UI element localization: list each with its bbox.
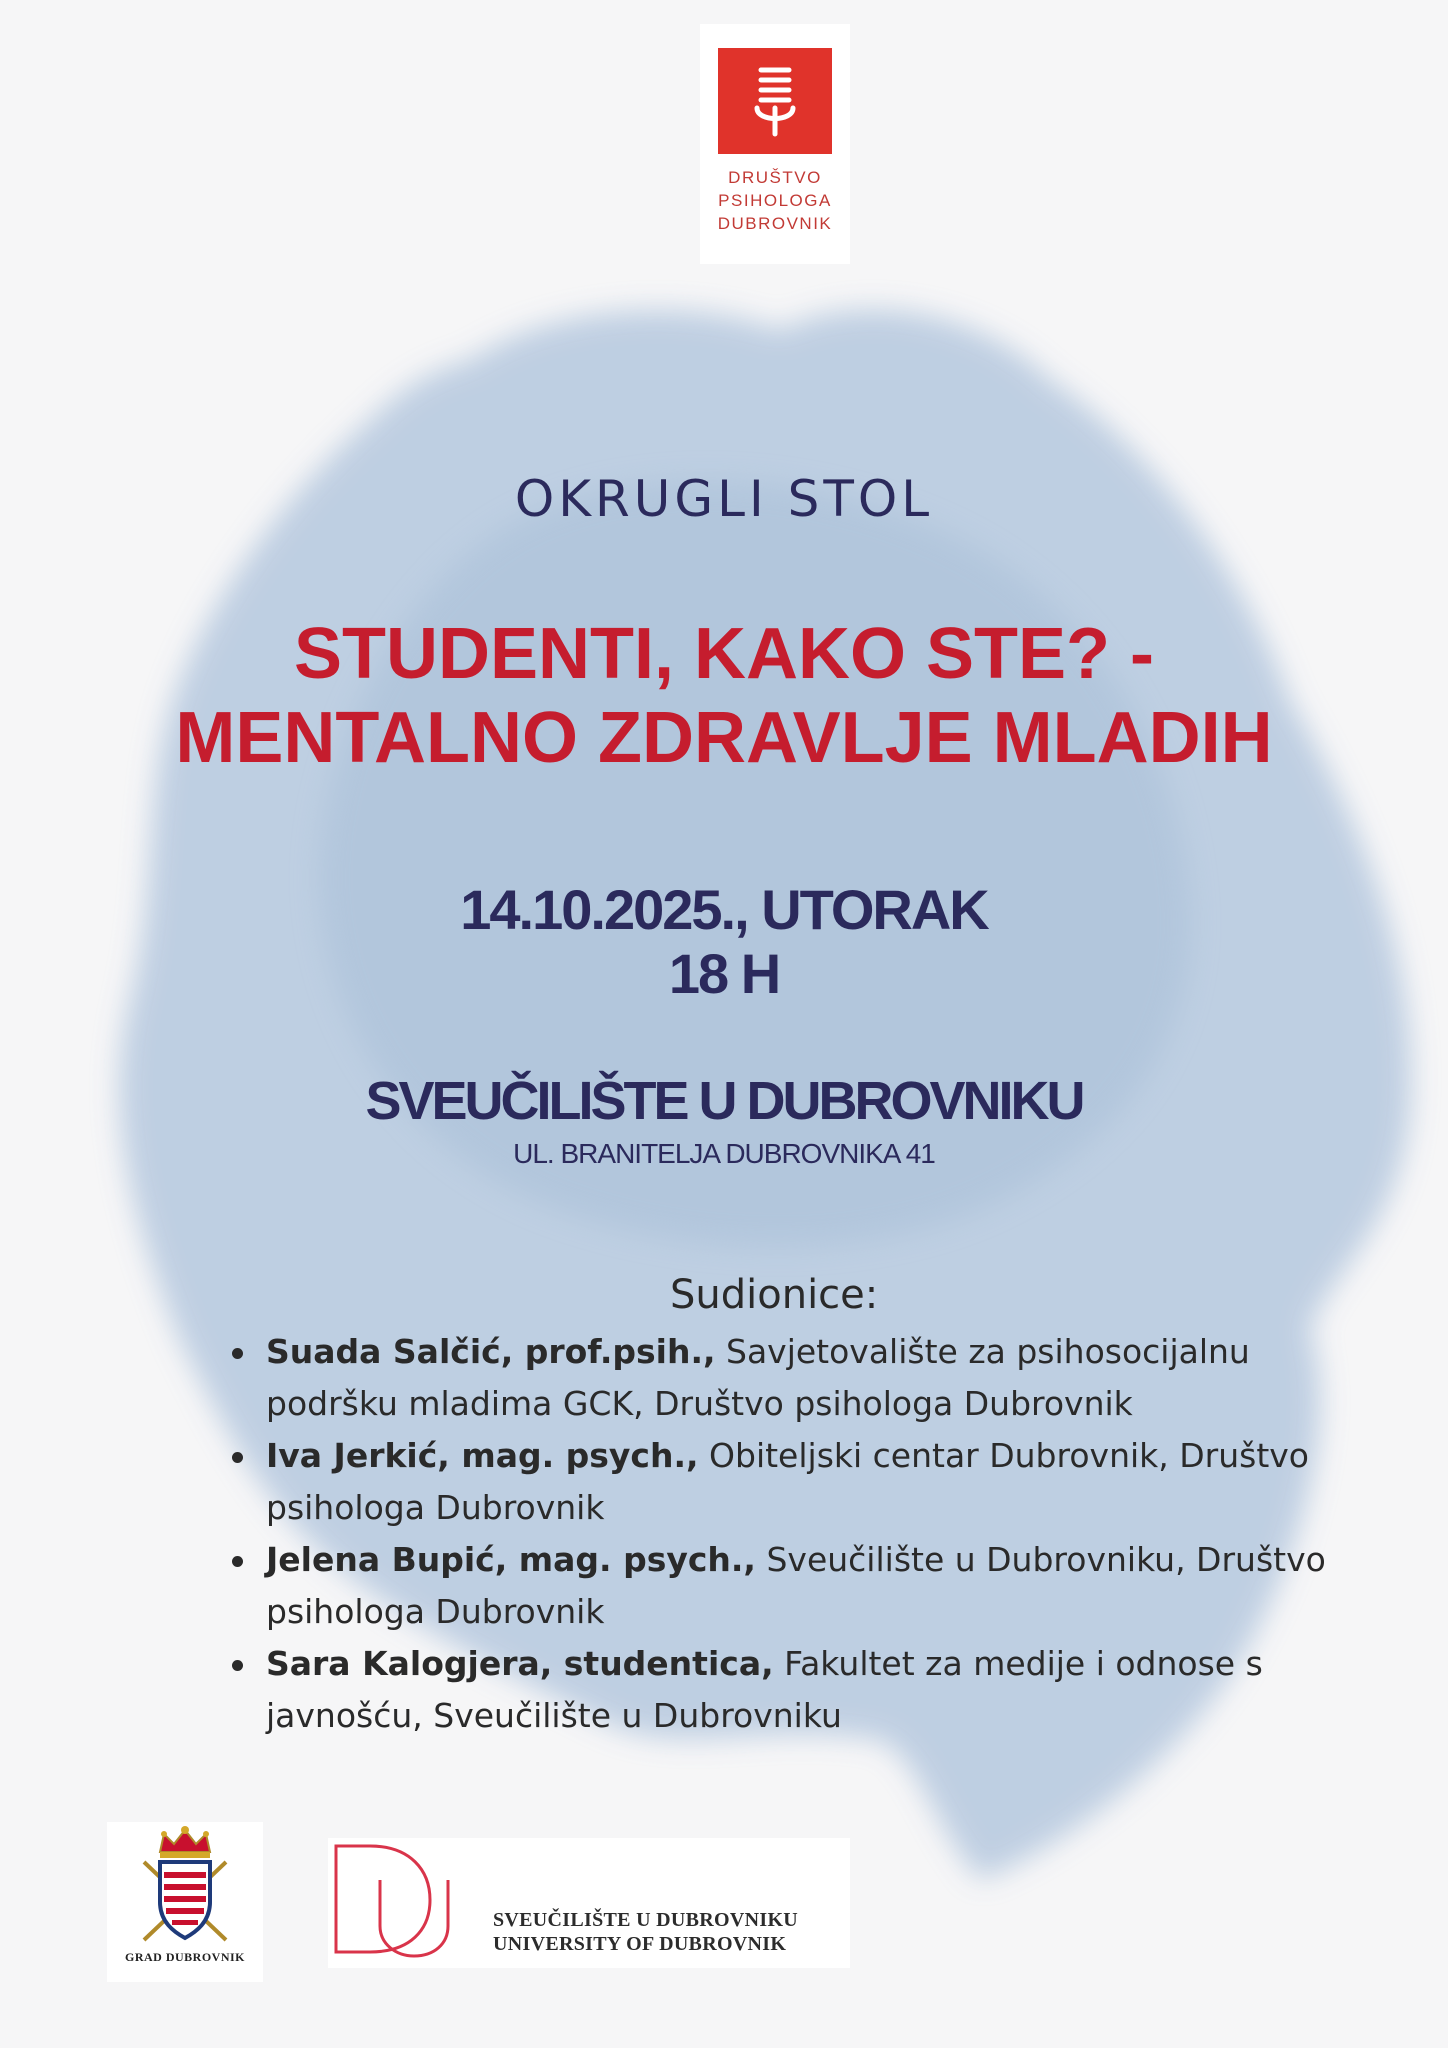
university-name-hr: SVEUČILIŠTE U DUBROVNIKU <box>493 1909 799 1931</box>
event-type: OKRUGLI STOL <box>514 470 934 528</box>
university-name <box>493 1908 798 1956</box>
list-item <box>230 1638 1360 1742</box>
university-name-en: UNIVERSITY OF DUBROVNIK <box>493 1933 787 1955</box>
event-date-time <box>0 878 1448 1006</box>
city-coat-of-arms-icon <box>130 1822 240 1946</box>
participant-affiliation: Sveučilište u Dubrovniku, Društvo psihologa Dubrovnik <box>266 1540 1326 1631</box>
event-title <box>0 612 1448 780</box>
logo-line-1: DRUŠTVO <box>728 168 822 187</box>
event-time: 18 H <box>668 942 780 1005</box>
du-monogram-icon <box>330 1840 470 1960</box>
logo-line-2: PSIHOLOGA <box>718 191 832 210</box>
event-address: UL. BRANITELJA DUBROVNIKA 41 <box>513 1138 935 1169</box>
participant-name: Jelena Bupić, mag. psych., <box>266 1540 756 1579</box>
participant-affiliation: Savjetovalište za psihosocijalnu podršku mladima GCK, Društvo psihologa Dubrovnik <box>266 1332 1250 1423</box>
participant-affiliation: Fakultet za medije i odnose s javnošću, Sveučilište u Dubrovniku <box>266 1644 1263 1735</box>
logo-line-3: DUBROVNIK <box>717 214 833 233</box>
logo-square <box>718 48 832 154</box>
participant-name: Sara Kalogjera, studentica, <box>266 1644 774 1683</box>
event-title-line-1: STUDENTI, KAKO STE? - <box>294 614 1154 694</box>
list-item <box>230 1326 1360 1430</box>
event-title-line-2: MENTALNO ZDRAVLJE MLADIH <box>175 698 1273 778</box>
participant-name: Suada Salčić, prof.psih., <box>266 1332 716 1371</box>
event-venue: SVEUČILIŠTE U DUBROVNIKU <box>365 1071 1083 1131</box>
participant-affiliation: Obiteljski centar Dubrovnik, Društvo psihologa Dubrovnik <box>266 1436 1309 1527</box>
participant-name: Iva Jerkić, mag. psych., <box>266 1436 699 1475</box>
university-logo <box>328 1838 850 1968</box>
logo-text <box>718 166 833 235</box>
participants-heading: Sudionice: <box>670 1272 879 1318</box>
list-item <box>230 1534 1360 1638</box>
drustvo-psihologa-logo <box>700 24 850 264</box>
tuning-fork-psi-icon <box>745 64 805 138</box>
list-item <box>230 1430 1360 1534</box>
event-date: 14.10.2025., UTORAK <box>460 878 988 941</box>
participants-list <box>230 1326 1360 1742</box>
grad-dubrovnik-logo <box>107 1822 263 1982</box>
city-logo-label: GRAD DUBROVNIK <box>124 1950 245 1964</box>
